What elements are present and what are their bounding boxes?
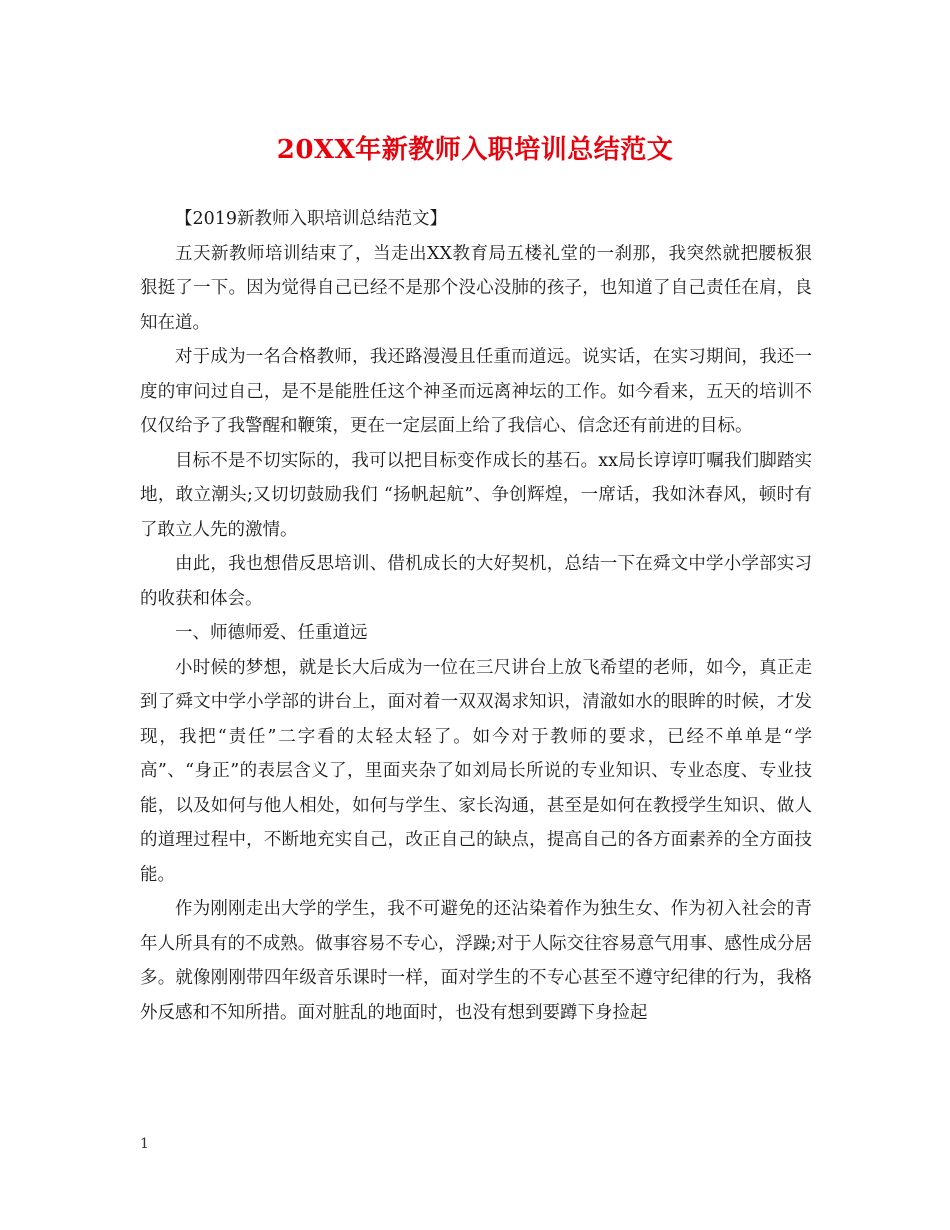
paragraph-childhood-dream: 小时候的梦想，就是长大后成为一位在三尺讲台上放飞希望的老师，如今，真正走到了舜文中学小学部的讲台上，面对着一双双渴求知识，清澈如水的眼眸的时候，才发现，我把“责任”二字看的太轻太轻了。如今对于教师的要求，已经不单单是“学高”、“身正”的表层含义了，里面夹杂了如刘局长所说的专业知识、专业态度、专业技能，以及如何与他人相处，如何与学生、家长沟通，甚至是如何在教授学生知识、做人的道理过程中，不断地充实自己，改正自己的缺点，提高自己的各方面素养的全方面技能。 bbox=[140, 657, 812, 885]
document-body bbox=[140, 202, 812, 1030]
document-title: 20XX年新教师入职培训总结范文 bbox=[276, 135, 674, 165]
section-heading-1: 一、师德师爱、任重道远 bbox=[175, 623, 368, 643]
paragraph-reflection: 由此，我也想借反思培训、借机成长的大好契机，总结一下在舜文中学小学部实习的收获和体会。 bbox=[140, 554, 812, 609]
paragraph-goals: 目标不是不切实际的，我可以把目标变作成长的基石。xx局长谆谆叮嘱我们脚踏实地，敢立潮头;又切切鼓励我们 “扬帆起航”、争创辉煌，一席话，我如沐春风，顿时有了敢立人先的激情。 bbox=[140, 450, 812, 540]
paragraph-intro: 五天新教师培训结束了，当走出XX教育局五楼礼堂的一刹那，我突然就把腰板狠狠挺了一下。因为觉得自己已经不是那个没心没肺的孩子，也知道了自己责任在肩，良知在道。 bbox=[140, 243, 812, 333]
paragraph-source-heading: 【2019新教师入职培训总结范文】 bbox=[175, 209, 448, 229]
paragraph-graduate: 作为刚刚走出大学的学生，我不可避免的还沾染着作为独生女、作为初入社会的青年人所具有的不成熟。做事容易不专心，浮躁;对于人际交往容易意气用事、感性成分居多。就像刚刚带四年级音乐课时一样，面对学生的不专心甚至不遵守纪律的行为，我格外反感和不知所措。面对脏乱的地面时，也没有想到要蹲下身捡起 bbox=[140, 899, 812, 1023]
page-number: 1 bbox=[140, 1136, 149, 1152]
paragraph-qualified-teacher: 对于成为一名合格教师，我还路漫漫且任重而道远。说实话，在实习期间，我还一度的审问过自己，是不是能胜任这个神圣而远离神坛的工作。如今看来，五天的培训不仅仅给予了我警醒和鞭策，更在一定层面上给了我信心、信念还有前进的目标。 bbox=[140, 347, 812, 436]
